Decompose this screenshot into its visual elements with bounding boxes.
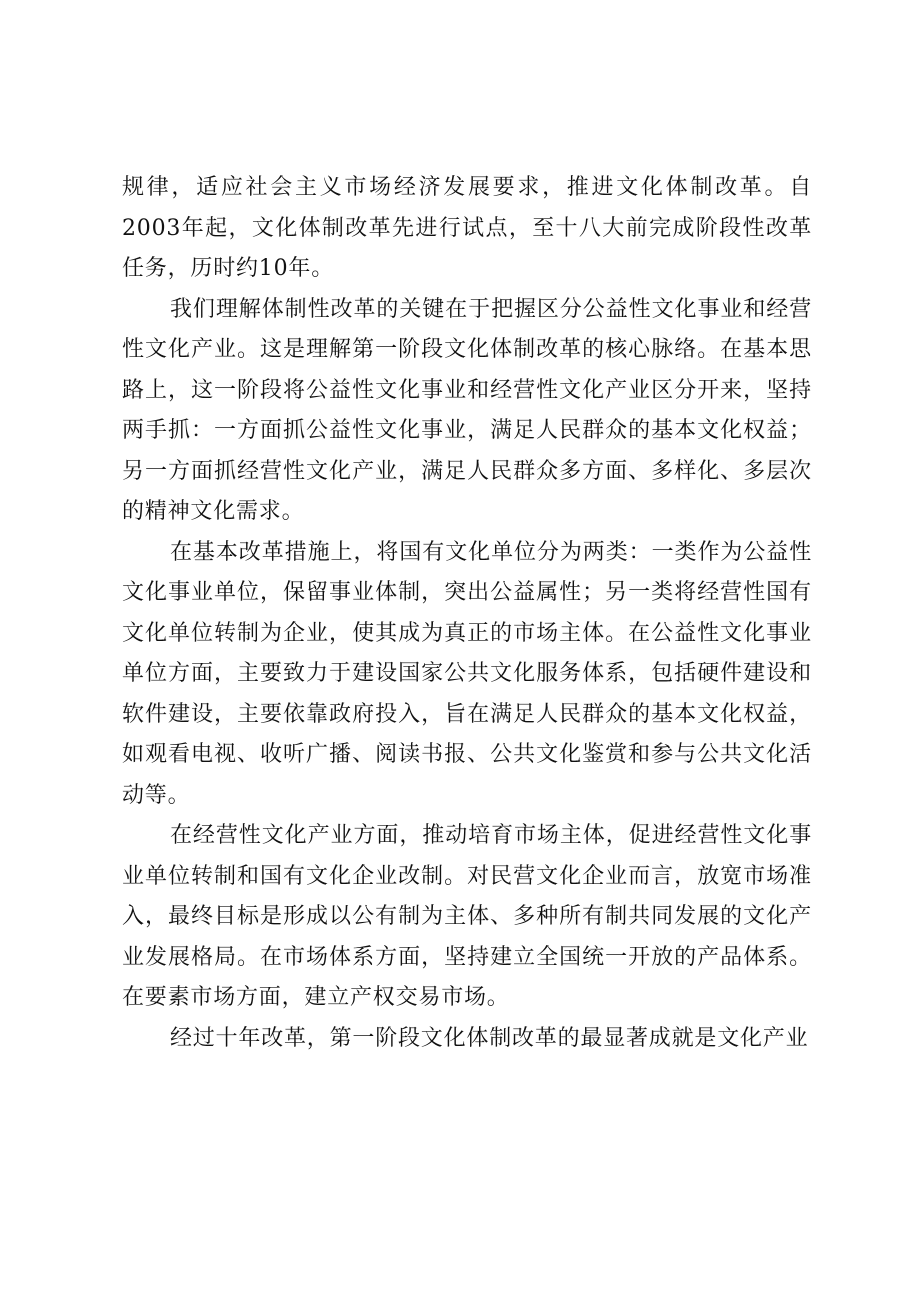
paragraph-ten-years: 经过十年改革，第一阶段文化体制改革的最显著成就是文化产业 (170, 1025, 809, 1051)
body-text (122, 168, 812, 1059)
paragraph-cultural-industry: 在经营性文化产业方面，推动培育市场主体，促进经营性文化事业单位转制和国有文化企业改制。对民营文化企业而言，放宽市场准入，最终目标是形成以公有制为主体、多种所有制共同发展的文化产业发展格局。在市场体系方面，坚持建立全国统一开放的产品体系。在要素市场方面，建立产权交易市场。 (122, 823, 812, 1010)
paragraph-reform-key: 我们理解体制性改革的关键在于把握区分公益性文化事业和经营性文化产业。这是理解第一阶段文化体制改革的核心脉络。在基本思路上，这一阶段将公益性文化事业和经营性文化产业区分开来，坚持两手抓：一方面抓公益性文化事业，满足人民群众的基本文化权益；另一方面抓经营性文化产业，满足人民群众多方面、多样化、多层次的精神文化需求。 (122, 296, 812, 524)
paragraph-reform-measures: 在基本改革措施上，将国有文化单位分为两类：一类作为公益性文化事业单位，保留事业体制，突出公益属性；另一类将经营性国有文化单位转制为企业，使其成为真正的市场主体。在公益性文化事业单位方面，主要致力于建设国家公共文化服务体系，包括硬件建设和软件建设，主要依靠政府投入，旨在满足人民群众的基本文化权益，如观看电视、收听广播、阅读书报、公共文化鉴赏和参与公共文化活动等。 (122, 539, 812, 808)
paragraph-continued: 规律，适应社会主义市场经济发展要求，推进文化体制改革。自2003年起，文化体制改革先进行试点，至十八大前完成阶段性改革任务，历时约10年。 (122, 175, 812, 281)
